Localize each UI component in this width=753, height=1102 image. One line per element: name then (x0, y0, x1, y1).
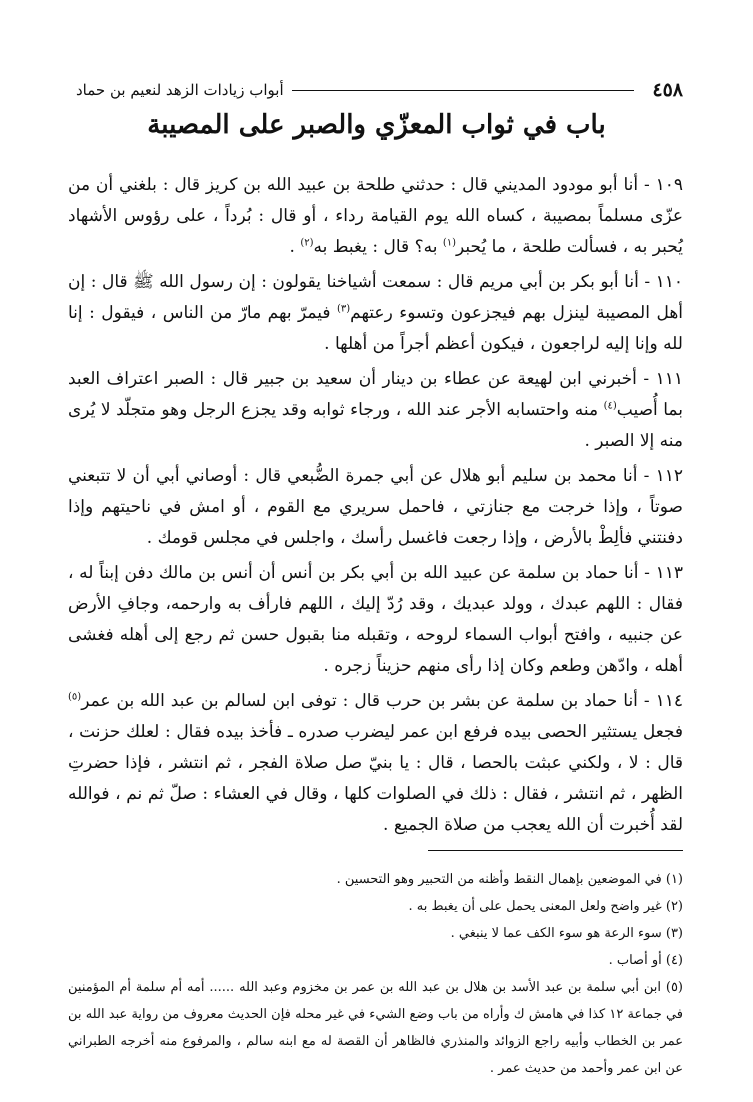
chapter-title: باب في ثواب المعزّي والصبر على المصيبة (147, 110, 606, 140)
page-number: ٤٥٨ (652, 79, 683, 101)
hadith-paragraph-112 (68, 461, 683, 554)
paragraph-text: فيمرّ بهم مارّ من الناس ، فيقول : إنا لله وإنا إليه لراجعون ، فيكون أعظم أجراً من أهلها . (68, 303, 683, 354)
hadith-paragraph-111 (68, 364, 683, 457)
footnote-ref: (٥) (68, 691, 82, 703)
hadith-paragraph-109 (68, 170, 683, 263)
body-text (68, 170, 683, 845)
header-rule (292, 90, 635, 91)
footnote-3: (٣) سوء الرعة هو سوء الكف عما لا ينبغي . (450, 926, 683, 941)
footnote-separator (428, 850, 683, 851)
footnote-ref: (٢) (300, 237, 314, 249)
paragraph-text: ١١٢ - أنا محمد بن سليم أبو هلال عن أبي جمرة الضُّبعي قال : أوصاني أبي أن لا تتبعني صوتاً ، وإذا خرجت مع جنازتي ، فاحمل سريري مع القوم ، أو امش في ناحيتهم وإذا دفنتني فألِطْ بالأرض ، وإذا رجعت فاغسل رأسك ، واجلس في مجلس قومك . (68, 466, 683, 548)
running-title: أبواب زيادات الزهد لنعيم بن حماد (76, 81, 284, 99)
paragraph-text: ١١٠ - أنا أبو بكر بن أبي مريم قال : سمعت أشياخنا يقولون : إن رسول الله ﷺ قال : إن أهل المصيبة لينزل بهم فيجزعون وتسوء رعتهم (68, 272, 684, 323)
paragraph-text: . (289, 237, 301, 257)
footnote-2: (٢) غير واضح ولعل المعنى يحمل على أن يغبط به . (408, 899, 683, 914)
hadith-paragraph-114 (68, 686, 683, 841)
paragraph-text: ١١١ - أخبرني ابن لهيعة عن عطاء بن دينار أن سعيد بن جبير قال : الصبر اعتراف العبد بما أُصيب (68, 369, 683, 420)
hadith-paragraph-110 (68, 267, 683, 360)
footnote-1: (١) في الموضعين بإهمال النقط وأظنه من التحبير وهو التحسين . (336, 872, 683, 887)
running-head (76, 76, 683, 104)
footnote-5: (٥) ابن أبي سلمة بن عبد الأسد بن هلال بن عبد الله بن عمر بن مخزوم وعبد الله ...... أمه أم سلمة أم المؤمنين في جماعة ١٢ كذا في هامش ك وأراه من باب وضع الشيء في غير محله فإن الحديث معروف من رواية عبد الله بن عمر بن الخطاب وأبيه راجع الزوائد والمنذري فالظاهر أن القصة له مع ابنه سالم ، والمرفوع منه أخرجه الطبراني عن ابن عمر وأحمد من حديث عمر . (68, 980, 683, 1076)
paragraph-text: فجعل يستثير الحصى بيده فرفع ابن عمر ليضرب صدره ـ فأخذ بيده فقال : لعلك حزنت ، قال : لا ، ولكني عبثت بالحصا ، قال : يا بنيّ صل صلاة الفجر ، ثم انتشر ، فإذا حضرتِ الظهر ، ثم انتشر ، فقال : ذلك في الصلوات كلها ، وقال في العشاء : صلّ ثم نم ، فوالله لقد أُخبرت أن الله يعجب من صلاة الجميع . (68, 722, 683, 835)
paragraph-text: ١٠٩ - أنا أبو مودود المديني قال : حدثني طلحة بن عبيد الله بن كريز قال : بلغني أن من عزّى مسلماً بمصيبة ، كساه الله يوم القيامة رداء ، أو قال : بُرداً ، على رؤوس الأشهاد يُحبر به ، فسألت طلحة ، ما يُحبر (68, 175, 683, 257)
paragraph-text: منه واحتسابه الأجر عند الله ، ورجاء ثوابه وقد يجزع الرجل وهو متجلّد لا يُرى منه إلا الصبر . (68, 400, 683, 451)
footnote-ref: (٣) (336, 303, 351, 315)
paragraph-text: ١١٤ - أنا حماد بن سلمة عن بشر بن حرب قال : توفى ابن لسالم بن عبد الله بن عمر (81, 691, 683, 711)
footnote-ref: (١) (442, 237, 457, 249)
footnote-ref: (٤) (603, 400, 617, 412)
hadith-paragraph-113 (68, 558, 683, 682)
footnote-4: (٤) أو أصاب . (608, 953, 683, 968)
paragraph-text: ١١٣ - أنا حماد بن سلمة عن عبيد الله بن أبي بكر بن أنس أن أنس بن مالك دفن إبناً له ، فقال : اللهم عبدك ، وولد عبديك ، وقد رُدّ إليك ، اللهم فارأف به وارحمه، وجافِ الأرض عن جنبيه ، وافتح أبواب السماء لروحه ، وتقبله منا بقبول حسن ثم رجع إلى أهله فغشى أهله ، وادّهن وطعم وكان إذا رأى منهم حزيناً زجره . (68, 563, 683, 676)
footnotes (68, 866, 683, 1082)
paragraph-text: به؟ قال : يغبط به (313, 237, 443, 257)
